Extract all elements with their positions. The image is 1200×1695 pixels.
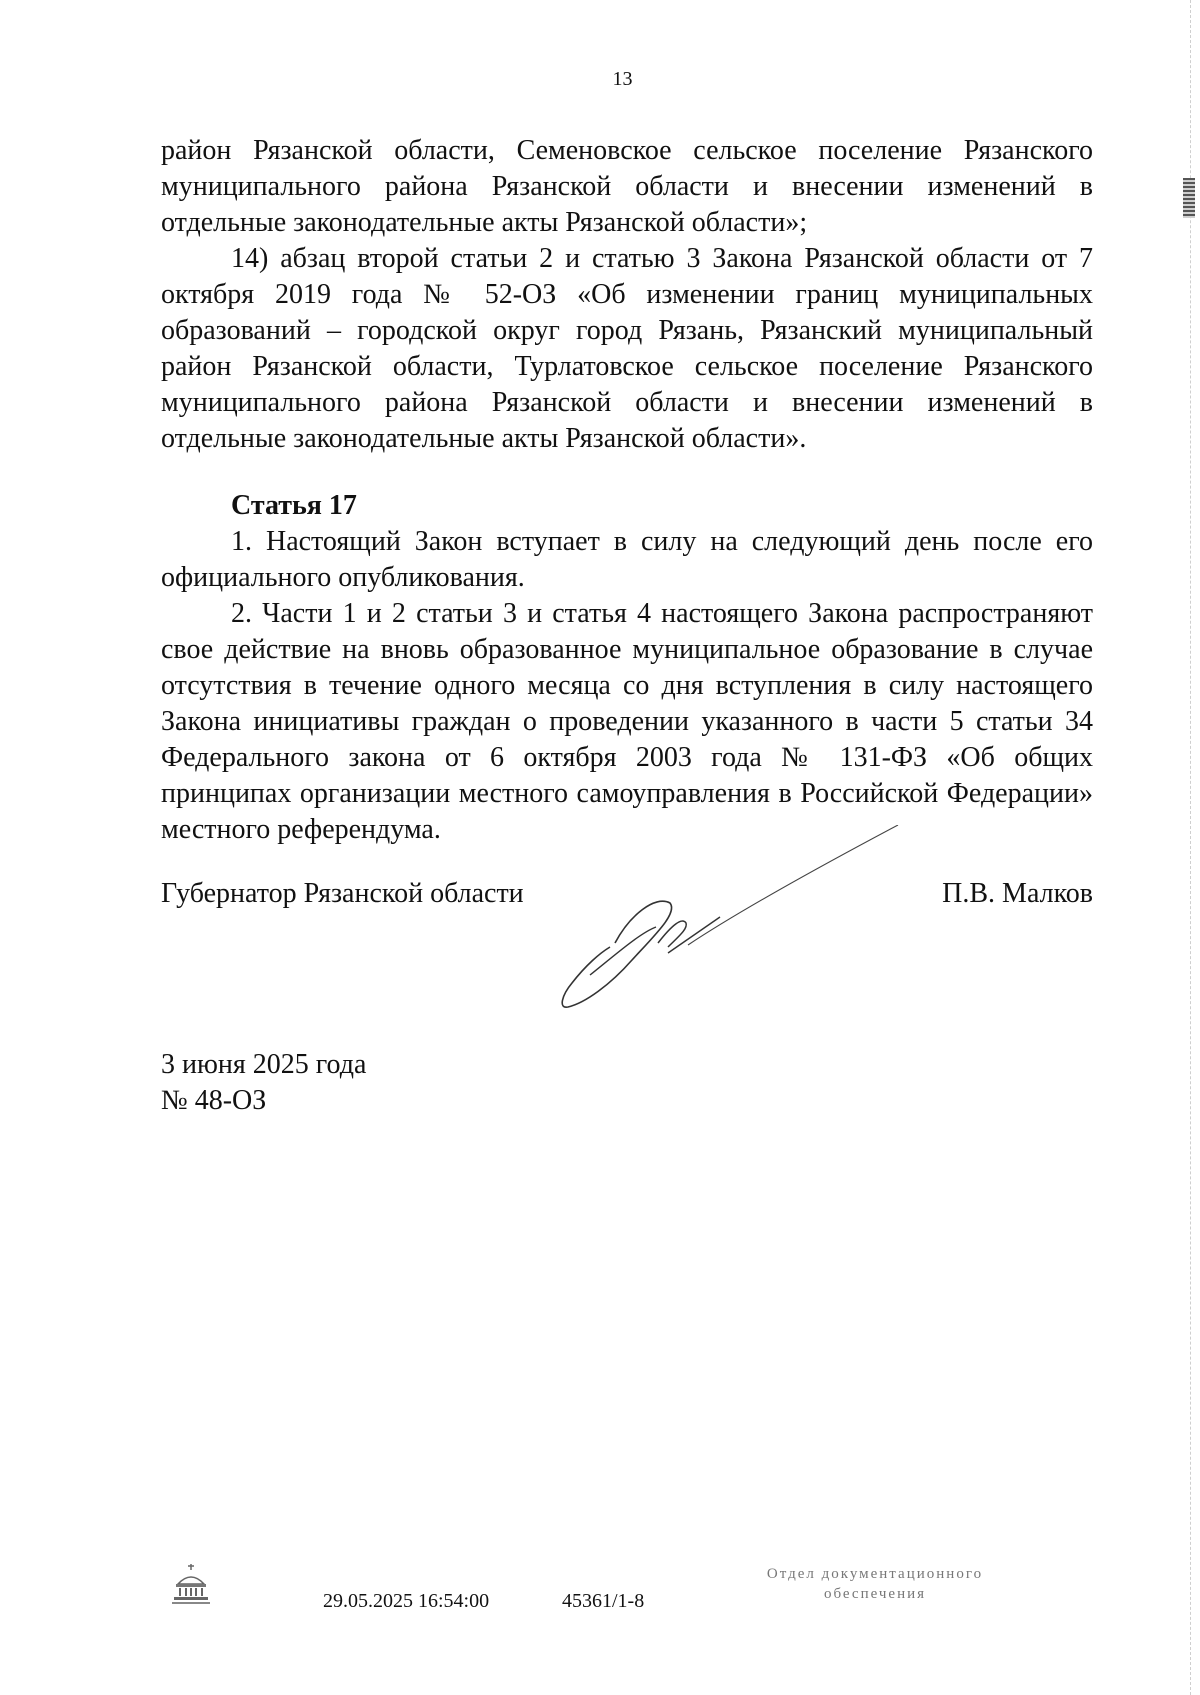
handwritten-signature	[560, 825, 920, 1030]
paragraph-13-continuation: район Рязанской области, Семеновское сельское поселение Рязанского муниципального района Рязанской области и внесении изменений в отдельные законодательные акты Рязанской области»;	[161, 135, 1093, 238]
document-body	[161, 133, 1093, 848]
scan-edge-line	[1190, 0, 1192, 1695]
department-stamp	[725, 1564, 1025, 1604]
page-number: 13	[612, 68, 633, 90]
article-part-2: 2. Части 1 и 2 статьи 3 и статья 4 настоящего Закона распространяют свое действие на вновь образованное муниципальное образование в случае отсутствия в течение одного месяца со дня вступления в силу настоящего Закона инициативы граждан о проведении указанного в части 5 статьи 34 Федерального закона от 6 октября 2003 года № 131-ФЗ «Об общих принципах организации местного самоуправления в Российской Федерации» местного референдума.	[161, 598, 1093, 845]
footer-document-id: 45361/1-8	[562, 1590, 645, 1612]
law-number: № 48-ОЗ	[161, 1085, 267, 1116]
footer-timestamp: 29.05.2025 16:54:00	[323, 1590, 490, 1612]
registry-logo-icon	[170, 1562, 212, 1611]
paragraph-14: 14) абзац второй статьи 2 и статью 3 Закона Рязанской области от 7 октября 2019 года № 52-ОЗ «Об изменении границ муниципальных образований – городской округ город Рязань, Рязанский муниципальный район Рязанской области, Турлатовское сельское поселение Рязанского муниципального района Рязанской области и внесении изменений в отдельные законодательные акты Рязанской области».	[161, 243, 1093, 454]
stamp-line-2: обеспечения	[823, 1586, 927, 1602]
article-part-1: 1. Настоящий Закон вступает в силу на следующий день после его официального опубликования.	[161, 526, 1093, 593]
scan-barcode-mark	[1183, 178, 1195, 218]
law-date: 3 июня 2025 года	[161, 1049, 367, 1080]
stamp-line-1: Отдел документационного	[766, 1566, 984, 1582]
signer-title: Губернатор Рязанской области	[161, 878, 524, 909]
signer-name: П.В. Малков	[942, 878, 1093, 909]
article-heading: Статья 17	[231, 490, 357, 521]
